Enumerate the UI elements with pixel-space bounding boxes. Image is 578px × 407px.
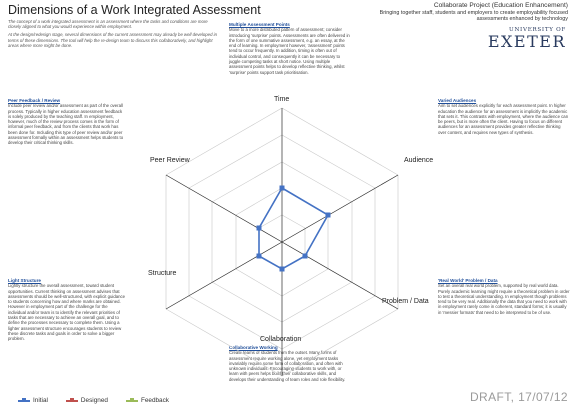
- axis-label-collaboration: Collaboration: [260, 336, 302, 343]
- axis-label-structure: Structure: [148, 270, 177, 277]
- legend-label-initial: Initial: [33, 397, 48, 404]
- spoke-problem-data: [282, 242, 398, 309]
- block-heading[interactable]: Light Structure: [8, 278, 41, 283]
- axis-label-audience: Audience: [404, 157, 434, 164]
- marker-peer-review: [257, 226, 262, 231]
- block-body: Move to a more distributed pattern of assessment; consider introducing 'surprise' points. Assessments are often delivered in the form of one summative assessment, e.g. an essay, at the end of learning. In employment however, 'assessment' points tend to occur frequently. In addition, timing is often out of individual control, and consequently it can be necessary to juggle competing tasks at short notice. Using multiple assessment points helps to develop reflective thinking, whilst 'surprise' points support task prioritisation.: [229, 27, 350, 75]
- legend: [18, 397, 169, 404]
- axis-label-time: Time: [274, 96, 290, 103]
- legend-item-feedback: [126, 397, 169, 404]
- legend-label-feedback: Feedback: [140, 397, 170, 404]
- block-heading[interactable]: Varied Audiences: [438, 98, 477, 103]
- block-body: Set an overall real world problem, supported by real world data. Purely academic learning might require a theoretical problem in order to test a theoretical understanding. In employment though problems tend to be very real. Additionally the data that you need to work with in employment rarely come in coherent, standard forms; it is usually in 'messier formats' that need to be interpreted to be of use.: [438, 283, 570, 315]
- intro-paragraph-2: At the design/redesign stage, several dimensions of the current assessment may already be well developed in terms of these dimensions. The tool will help the re-design team to discuss this collaboratively, and highlight areas where more might be done.: [8, 32, 217, 48]
- block-body: Aim to set audiences explicitly for each assessment point. In higher education the audience for an assessment is implicitly the academic that sets it. This contrasts with employment, where the audience can be peers, but is more often the client. Having to focus on different audiences for an assessment provides greater reflective thinking over content, and requires new types of synthesis.: [438, 103, 569, 135]
- spoke-audience: [282, 175, 398, 242]
- legend-item-designed: [66, 397, 108, 404]
- marker-structure: [257, 254, 262, 259]
- legend-swatch-initial: [18, 400, 30, 402]
- draft-stamp: DRAFT, 17/07/12: [469, 390, 568, 404]
- block-heading[interactable]: Collaborative Working: [229, 345, 278, 350]
- project-tagline: Bringing together staff, students and employers to create employability focused assessments enhanced by technology: [379, 9, 568, 22]
- legend-swatch-designed: [66, 400, 78, 402]
- block-body: Create teams of students from the outset. Many forms of assessment require working alone, yet employment tasks invariably require some form of collaboration, and often with unknown individuals. Encouraging students to work with, or learn with peers helps build their collaborative skills, and develops their understanding of team roles and role flexibility.: [229, 350, 346, 382]
- initial-polygon: [259, 188, 328, 269]
- block-body: Lightly structure the overall assessment, toward student opportunities. Current thinking on assessment advises that assessments should be well-structured, with explicit guidance to students concerning how and where marks are obtained. However in employment part of the challenge for the individual and/or team is to identify the relevant priorities of tasks that are necessary to achieve an overall goal, and to define the processes necessary to complete them. Using a lighter assessment structure encourages students to review these discrete tasks and goals in order to solve a bigger problem.: [8, 283, 126, 342]
- series-initial: [259, 188, 328, 269]
- axis-label-peer-review: Peer Review: [150, 157, 190, 164]
- legend-label-designed: Designed: [80, 397, 108, 404]
- legend-swatch-feedback: [126, 400, 138, 402]
- page-title: Dimensions of a Work Integrated Assessment: [8, 3, 261, 17]
- block-heading[interactable]: Multiple Assessment Points: [229, 22, 290, 27]
- block-heading[interactable]: 'Real World' Problem / Data: [438, 278, 498, 283]
- marker-audience: [326, 213, 331, 218]
- intro-paragraph-1: The concept of a work integrated assessment is an assessment where the tasks and conditions are more closely aligned to what you would experience within employment.: [8, 19, 208, 30]
- logo-university-of: UNIVERSITY OF: [509, 27, 566, 33]
- series-initial-markers: [257, 186, 331, 272]
- spoke-structure: [166, 242, 282, 309]
- marker-time: [280, 186, 285, 191]
- axis-label-problem-data: Problem / Data: [382, 298, 429, 305]
- spoke-peer-review: [166, 175, 282, 242]
- legend-item-initial: [18, 397, 48, 404]
- block-body: Include peer review and/or assessment as part of the overall process. Typically in higher education assessment feedback is solely produced by the teaching staff. In employment, however, much of the review process comes in the form of informal peer feedback, and from the clients that work has been done for. Including this type of peer review and/or peer assessment formally within an assessment helps students to develop their critical thinking skills.: [8, 103, 124, 146]
- project-name: Collaborate Project (Education Enhancement): [433, 2, 568, 9]
- logo-exeter: EXETER: [487, 32, 566, 51]
- marker-collaboration: [280, 267, 285, 272]
- block-heading[interactable]: Peer Feedback / Review: [8, 98, 61, 103]
- marker-problem-data: [303, 254, 308, 259]
